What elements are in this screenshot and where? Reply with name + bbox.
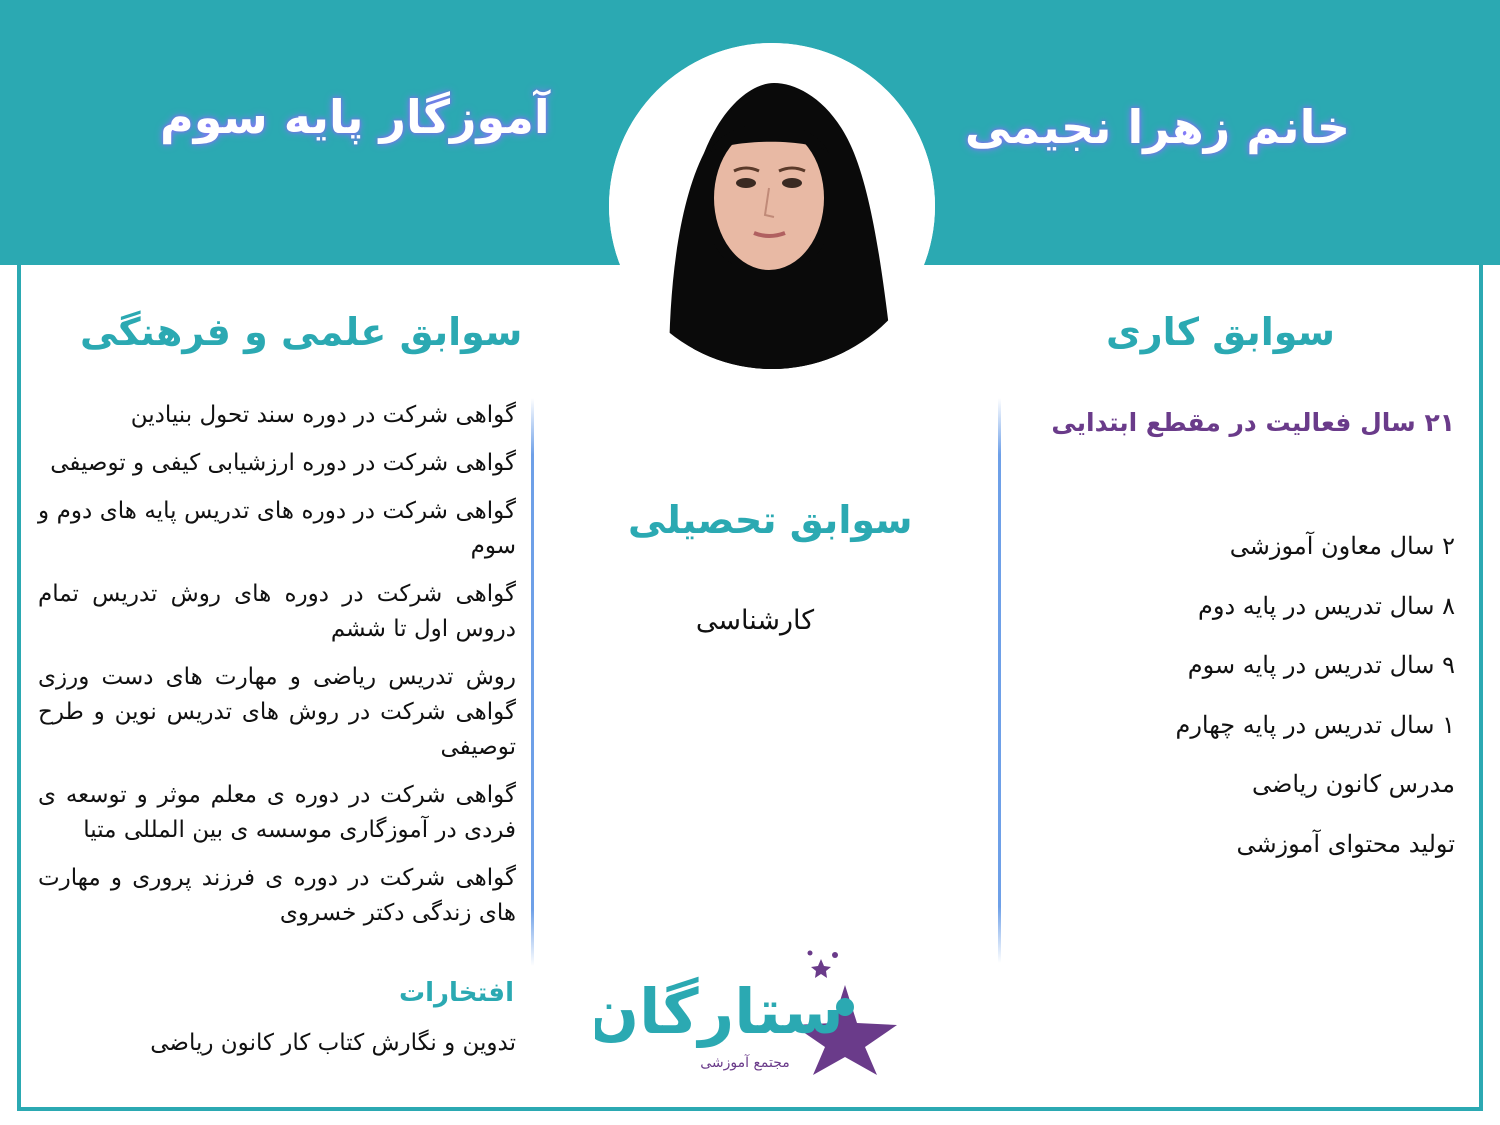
portrait-image — [609, 43, 935, 369]
star-logo-icon — [595, 945, 905, 1075]
honors-heading: افتخارات — [398, 978, 514, 1008]
list-item: مدرس کانون ریاضی — [1251, 770, 1455, 798]
left-divider — [531, 398, 534, 966]
teacher-role: آموزگار پایه سوم — [160, 90, 550, 144]
list-item: تولید محتوای آموزشی — [1236, 829, 1455, 858]
logo-subtitle: مجتمع آموزشی — [700, 1055, 790, 1071]
list-item: گواهی شرکت در دوره های تدریس پایه های دوم و سوم — [38, 498, 516, 559]
work-highlight: ۲۱ سال فعالیت در مقطع ابتدایی — [1051, 408, 1455, 437]
list-item: گواهی شرکت در دوره سند تحول بنیادین — [130, 402, 516, 428]
list-item: گواهی شرکت در دوره ی معلم موثر و توسعه ی فردی در آموزگاری موسسه ی بین المللی متیا — [38, 782, 516, 843]
list-item: گواهی شرکت در دوره ی فرزند پروری و مهارت های زندگی دکتر خسروی — [38, 865, 516, 926]
education-degree: کارشناسی — [695, 605, 815, 636]
list-item: ۲ سال معاون آموزشی — [1229, 532, 1455, 560]
right-divider — [998, 398, 1001, 963]
work-history-heading: سوابق کاری — [1105, 310, 1335, 354]
list-item: گواهی شرکت در دوره های روش تدریس تمام دروس اول تا ششم — [38, 581, 516, 642]
teacher-name: خانم زهرا نجیمی — [964, 100, 1350, 154]
logo-text: ستارگان — [595, 975, 844, 1048]
list-item: روش تدریس ریاضی و مهارت های دست ورزی گواهی شرکت در روش های تدریس نوین و طرح توصیفی — [38, 664, 516, 760]
teacher-photo — [609, 43, 935, 369]
work-list — [1035, 528, 1455, 885]
list-item: ۱ سال تدریس در پایه چهارم — [1175, 710, 1455, 739]
list-item: ۹ سال تدریس در پایه سوم — [1187, 651, 1455, 679]
list-item: ۸ سال تدریس در پایه دوم — [1198, 591, 1455, 620]
education-heading: سوابق تحصیلی — [628, 498, 913, 542]
list-item: گواهی شرکت در دوره ارزشیابی کیفی و توصیفی — [50, 450, 516, 476]
scientific-heading: سوابق علمی و فرهنگی — [80, 310, 523, 354]
scientific-list — [38, 398, 516, 944]
honors-item: تدوین و نگارش کتاب کار کانون ریاضی — [150, 1030, 516, 1056]
school-logo — [595, 945, 905, 1075]
